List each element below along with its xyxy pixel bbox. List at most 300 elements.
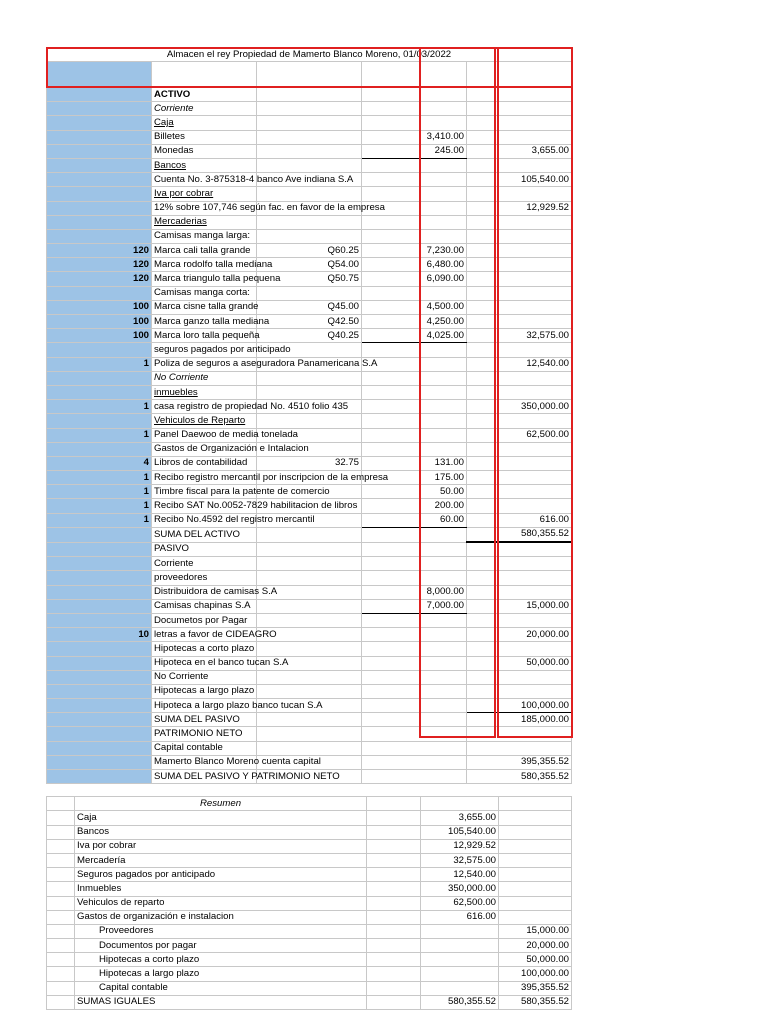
balance-row — [47, 343, 572, 357]
description-cell: ACTIVO — [152, 88, 257, 102]
summary-cell — [367, 924, 421, 938]
partial-amount-cell — [362, 542, 467, 557]
summary-credit: 20,000.00 — [499, 939, 572, 953]
qty-cell: 1 — [47, 513, 152, 527]
total-amount-cell — [467, 158, 572, 172]
summary-credit — [499, 910, 572, 924]
summary-cell — [367, 825, 421, 839]
unit-price-cell — [257, 187, 362, 201]
total-amount-cell — [467, 244, 572, 258]
balance-row — [47, 315, 572, 329]
summary-debit: 350,000.00 — [421, 882, 499, 896]
total-amount-cell: 20,000.00 — [467, 628, 572, 642]
summary-description: Bancos — [75, 825, 367, 839]
description-cell: Vehiculos de Reparto — [152, 414, 257, 428]
description-cell: PASIVO — [152, 542, 257, 557]
summary-cell — [47, 981, 75, 995]
balance-row — [47, 428, 572, 442]
description-cell: Marca cisne talla grande — [152, 300, 257, 314]
description-cell: SUMA DEL PASIVO Y PATRIMONIO NETO — [152, 770, 257, 784]
summary-credit — [499, 868, 572, 882]
balance-row — [47, 599, 572, 613]
total-amount-cell — [467, 229, 572, 243]
description-cell: Mamerto Blanco Moreno cuenta capital — [152, 755, 257, 769]
description-cell: Iva por cobrar — [152, 187, 257, 201]
summary-description: Gastos de organización e instalacion — [75, 910, 367, 924]
summary-cell — [367, 939, 421, 953]
balance-row — [47, 442, 572, 456]
partial-amount-cell — [362, 88, 467, 102]
description-cell: Cuenta No. 3-875318-4 banco Ave indiana S.A — [152, 173, 257, 187]
qty-cell — [47, 158, 152, 172]
qty-cell — [47, 442, 152, 456]
total-amount-cell — [467, 315, 572, 329]
summary-credit: 50,000.00 — [499, 953, 572, 967]
description-cell: 12% sobre 107,746 según fac. en favor de la empresa — [152, 201, 257, 215]
description-cell: Recibo SAT No.0052-7829 habilitacion de libros — [152, 499, 257, 513]
total-amount-cell — [467, 571, 572, 585]
unit-price-cell — [257, 727, 362, 741]
qty-cell: 120 — [47, 258, 152, 272]
summary-cell — [367, 797, 421, 811]
unit-price-cell — [257, 116, 362, 130]
summary-row — [47, 839, 572, 853]
partial-amount-cell — [362, 684, 467, 698]
qty-cell — [47, 670, 152, 684]
total-amount-cell: 350,000.00 — [467, 400, 572, 414]
unit-price-cell: Q50.75 — [257, 272, 362, 286]
summary-cell — [367, 910, 421, 924]
description-cell: Recibo registro mercantil por inscripcion de la empresa — [152, 471, 257, 485]
sheet-title: Almacen el rey Propiedad de Mamerto Blanco Moreno, 01/03/2022 — [47, 48, 572, 62]
balance-row — [47, 400, 572, 414]
balance-row — [47, 642, 572, 656]
total-amount-cell — [467, 385, 572, 399]
description-cell: SUMA DEL ACTIVO — [152, 527, 257, 542]
qty-cell — [47, 542, 152, 557]
summary-cell — [367, 967, 421, 981]
summary-cell — [367, 853, 421, 867]
summary-cell — [367, 896, 421, 910]
partial-amount-cell — [362, 357, 467, 371]
total-amount-cell — [467, 258, 572, 272]
summary-cell — [47, 811, 75, 825]
balance-row — [47, 88, 572, 102]
summary-description: Mercadería — [75, 853, 367, 867]
summary-row — [47, 910, 572, 924]
total-amount-cell — [467, 300, 572, 314]
unit-price-cell: Q40.25 — [257, 329, 362, 343]
summary-title: Resumen — [75, 797, 367, 811]
summary-debit — [421, 939, 499, 953]
description-cell: No Corriente — [152, 670, 257, 684]
summary-credit: 15,000.00 — [499, 924, 572, 938]
summary-cell — [499, 797, 572, 811]
balance-row — [47, 485, 572, 499]
partial-amount-cell: 7,230.00 — [362, 244, 467, 258]
description-cell: Capital contable — [152, 741, 257, 755]
total-amount-cell: 580,355.52 — [467, 527, 572, 542]
description-cell: letras a favor de CIDEAGRO — [152, 628, 257, 642]
description-cell: Recibo No.4592 del registro mercantil — [152, 513, 257, 527]
qty-cell: 1 — [47, 428, 152, 442]
summary-description: Hipotecas a corto plazo — [75, 953, 367, 967]
partial-amount-cell — [362, 713, 467, 727]
qty-cell: 1 — [47, 499, 152, 513]
qty-cell — [47, 187, 152, 201]
qty-cell: 4 — [47, 456, 152, 470]
summary-debit: 62,500.00 — [421, 896, 499, 910]
summary-description: Capital contable — [75, 981, 367, 995]
description-cell: Documetos por Pagar — [152, 613, 257, 627]
balance-row — [47, 513, 572, 527]
total-amount-cell — [467, 286, 572, 300]
partial-amount-cell — [362, 385, 467, 399]
balance-row — [47, 201, 572, 215]
qty-cell — [47, 229, 152, 243]
qty-cell — [47, 527, 152, 542]
summary-cell — [47, 953, 75, 967]
qty-cell: 100 — [47, 300, 152, 314]
description-cell: Marca rodolfo talla mediana — [152, 258, 257, 272]
balance-row — [47, 499, 572, 513]
summary-credit — [499, 896, 572, 910]
balance-row — [47, 527, 572, 542]
summary-debit: 105,540.00 — [421, 825, 499, 839]
summary-cell — [421, 797, 499, 811]
balance-row — [47, 187, 572, 201]
total-amount-cell: 62,500.00 — [467, 428, 572, 442]
description-cell: Camisas manga corta: — [152, 286, 257, 300]
summary-description: Seguros pagados por anticipado — [75, 868, 367, 882]
summary-cell — [47, 967, 75, 981]
qty-cell — [47, 642, 152, 656]
spacer-cell — [362, 62, 467, 88]
balance-table — [46, 47, 572, 784]
summary-debit — [421, 953, 499, 967]
qty-cell — [47, 116, 152, 130]
partial-amount-cell — [362, 116, 467, 130]
partial-amount-cell — [362, 229, 467, 243]
total-amount-cell — [467, 88, 572, 102]
unit-price-cell — [257, 385, 362, 399]
summary-credit: 100,000.00 — [499, 967, 572, 981]
partial-amount-cell — [362, 741, 467, 755]
description-cell: seguros pagados por anticipado — [152, 343, 257, 357]
partial-amount-cell — [362, 343, 467, 357]
partial-amount-cell: 200.00 — [362, 499, 467, 513]
description-cell: Camisas manga larga: — [152, 229, 257, 243]
balance-row — [47, 542, 572, 557]
qty-cell — [47, 557, 152, 571]
total-amount-cell — [467, 684, 572, 698]
partial-amount-cell — [362, 286, 467, 300]
summary-row — [47, 953, 572, 967]
balance-row — [47, 741, 572, 755]
qty-cell — [47, 144, 152, 158]
description-cell: Camisas chapinas S.A — [152, 599, 257, 613]
summary-debit — [421, 967, 499, 981]
balance-row — [47, 102, 572, 116]
summary-row — [47, 811, 572, 825]
qty-cell — [47, 755, 152, 769]
partial-amount-cell — [362, 158, 467, 172]
balance-row — [47, 585, 572, 599]
balance-row — [47, 116, 572, 130]
summary-debit: 580,355.52 — [421, 995, 499, 1009]
description-cell: Gastos de Organización e Intalacion — [152, 442, 257, 456]
description-cell: Bancos — [152, 158, 257, 172]
total-amount-cell: 12,540.00 — [467, 357, 572, 371]
unit-price-cell — [257, 130, 362, 144]
qty-cell — [47, 770, 152, 784]
total-amount-cell — [467, 371, 572, 385]
qty-cell: 1 — [47, 400, 152, 414]
summary-debit: 616.00 — [421, 910, 499, 924]
partial-amount-cell: 6,480.00 — [362, 258, 467, 272]
spacer-cell — [257, 62, 362, 88]
qty-cell — [47, 727, 152, 741]
balance-row — [47, 456, 572, 470]
balance-row — [47, 300, 572, 314]
qty-cell — [47, 102, 152, 116]
total-amount-cell — [467, 613, 572, 627]
summary-row — [47, 924, 572, 938]
description-cell: Hipotecas a largo plazo — [152, 684, 257, 698]
balance-row — [47, 571, 572, 585]
description-cell: Marca ganzo talla mediana — [152, 315, 257, 329]
total-amount-cell — [467, 485, 572, 499]
summary-title-row — [47, 797, 572, 811]
summary-cell — [47, 797, 75, 811]
summary-credit: 395,355.52 — [499, 981, 572, 995]
description-cell: Billetes — [152, 130, 257, 144]
total-amount-cell — [467, 343, 572, 357]
unit-price-cell — [257, 684, 362, 698]
unit-price-cell — [257, 158, 362, 172]
total-amount-cell — [467, 187, 572, 201]
summary-cell — [367, 995, 421, 1009]
balance-row — [47, 229, 572, 243]
qty-cell — [47, 571, 152, 585]
summary-debit: 32,575.00 — [421, 853, 499, 867]
unit-price-cell — [257, 713, 362, 727]
summary-cell — [47, 924, 75, 938]
summary-credit — [499, 839, 572, 853]
partial-amount-cell: 131.00 — [362, 456, 467, 470]
qty-cell — [47, 173, 152, 187]
partial-amount-cell — [362, 755, 467, 769]
summary-row — [47, 981, 572, 995]
balance-row — [47, 670, 572, 684]
summary-row — [47, 825, 572, 839]
spacer-cell — [47, 62, 152, 88]
unit-price-cell — [257, 542, 362, 557]
partial-amount-cell — [362, 400, 467, 414]
unit-price-cell — [257, 371, 362, 385]
partial-amount-cell: 8,000.00 — [362, 585, 467, 599]
summary-debit: 3,655.00 — [421, 811, 499, 825]
qty-cell — [47, 215, 152, 229]
unit-price-cell — [257, 144, 362, 158]
summary-cell — [367, 811, 421, 825]
summary-description: Vehiculos de reparto — [75, 896, 367, 910]
total-amount-cell — [467, 670, 572, 684]
total-amount-cell: 580,355.52 — [467, 770, 572, 784]
total-amount-cell — [467, 102, 572, 116]
summary-description: Proveedores — [75, 924, 367, 938]
qty-cell: 1 — [47, 471, 152, 485]
qty-cell: 1 — [47, 357, 152, 371]
balance-row — [47, 414, 572, 428]
summary-description: Iva por cobrar — [75, 839, 367, 853]
qty-cell: 100 — [47, 315, 152, 329]
summary-cell — [47, 910, 75, 924]
total-amount-cell — [467, 456, 572, 470]
description-cell: Panel Daewoo de media tonelada — [152, 428, 257, 442]
summary-cell — [367, 882, 421, 896]
balance-row — [47, 755, 572, 769]
partial-amount-cell — [362, 173, 467, 187]
qty-cell — [47, 585, 152, 599]
total-amount-cell — [467, 414, 572, 428]
qty-cell — [47, 130, 152, 144]
summary-cell — [47, 853, 75, 867]
unit-price-cell — [257, 670, 362, 684]
partial-amount-cell — [362, 442, 467, 456]
total-amount-cell: 3,655.00 — [467, 144, 572, 158]
description-cell: inmuebles — [152, 385, 257, 399]
partial-amount-cell — [362, 527, 467, 542]
summary-credit — [499, 853, 572, 867]
summary-cell — [367, 953, 421, 967]
unit-price-cell — [257, 215, 362, 229]
description-cell: PATRIMONIO NETO — [152, 727, 257, 741]
unit-price-cell — [257, 557, 362, 571]
partial-amount-cell: 60.00 — [362, 513, 467, 527]
summary-cell — [47, 896, 75, 910]
partial-amount-cell: 3,410.00 — [362, 130, 467, 144]
description-cell: casa registro de propiedad No. 4510 folio 435 — [152, 400, 257, 414]
summary-credit — [499, 882, 572, 896]
unit-price-cell — [257, 286, 362, 300]
total-amount-cell: 12,929.52 — [467, 201, 572, 215]
qty-cell — [47, 741, 152, 755]
balance-row — [47, 244, 572, 258]
summary-row — [47, 939, 572, 953]
total-amount-cell — [467, 272, 572, 286]
partial-amount-cell — [362, 371, 467, 385]
qty-cell: 1 — [47, 485, 152, 499]
partial-amount-cell: 4,025.00 — [362, 329, 467, 343]
total-amount-cell — [467, 116, 572, 130]
unit-price-cell: 32.75 — [257, 456, 362, 470]
total-amount-cell: 15,000.00 — [467, 599, 572, 613]
qty-cell — [47, 684, 152, 698]
balance-sheet — [46, 47, 572, 1010]
balance-row — [47, 158, 572, 172]
partial-amount-cell: 7,000.00 — [362, 599, 467, 613]
balance-row — [47, 357, 572, 371]
summary-description: Hipotecas a largo plazo — [75, 967, 367, 981]
description-cell: Hipotecas a corto plazo — [152, 642, 257, 656]
summary-cell — [367, 839, 421, 853]
unit-price-cell — [257, 414, 362, 428]
balance-row — [47, 329, 572, 343]
summary-cell — [367, 981, 421, 995]
summary-description: Documentos por pagar — [75, 939, 367, 953]
balance-row — [47, 727, 572, 741]
partial-amount-cell — [362, 628, 467, 642]
total-amount-cell — [467, 642, 572, 656]
partial-amount-cell — [362, 102, 467, 116]
summary-debit: 12,929.52 — [421, 839, 499, 853]
summary-cell — [47, 882, 75, 896]
unit-price-cell: Q54.00 — [257, 258, 362, 272]
qty-cell: 10 — [47, 628, 152, 642]
summary-row — [47, 882, 572, 896]
total-amount-cell — [467, 215, 572, 229]
partial-amount-cell: 245.00 — [362, 144, 467, 158]
partial-amount-cell — [362, 656, 467, 670]
total-amount-cell — [467, 585, 572, 599]
unit-price-cell — [257, 571, 362, 585]
partial-amount-cell: 4,250.00 — [362, 315, 467, 329]
summary-cell — [367, 868, 421, 882]
description-cell: Caja — [152, 116, 257, 130]
total-amount-cell — [467, 557, 572, 571]
qty-cell — [47, 599, 152, 613]
total-amount-cell: 105,540.00 — [467, 173, 572, 187]
balance-row — [47, 173, 572, 187]
unit-price-cell — [257, 527, 362, 542]
unit-price-cell — [257, 229, 362, 243]
qty-cell — [47, 371, 152, 385]
description-cell: Mercaderias — [152, 215, 257, 229]
description-cell: Hipoteca en el banco tucan S.A — [152, 656, 257, 670]
qty-cell — [47, 656, 152, 670]
unit-price-cell: Q45.00 — [257, 300, 362, 314]
balance-row — [47, 770, 572, 784]
total-amount-cell — [467, 130, 572, 144]
description-cell: No Corriente — [152, 371, 257, 385]
summary-cell — [47, 995, 75, 1009]
partial-amount-cell: 50.00 — [362, 485, 467, 499]
description-cell: Marca loro talla pequeña — [152, 329, 257, 343]
balance-row — [47, 130, 572, 144]
balance-row — [47, 613, 572, 627]
total-amount-cell: 50,000.00 — [467, 656, 572, 670]
unit-price-cell — [257, 613, 362, 627]
spacer-row — [47, 62, 572, 88]
qty-cell — [47, 343, 152, 357]
total-amount-cell: 616.00 — [467, 513, 572, 527]
summary-debit: 12,540.00 — [421, 868, 499, 882]
balance-row — [47, 471, 572, 485]
qty-cell — [47, 385, 152, 399]
partial-amount-cell — [362, 613, 467, 627]
partial-amount-cell — [362, 557, 467, 571]
summary-row — [47, 995, 572, 1009]
total-amount-cell: 32,575.00 — [467, 329, 572, 343]
unit-price-cell — [257, 88, 362, 102]
summary-row — [47, 868, 572, 882]
summary-credit — [499, 825, 572, 839]
summary-row — [47, 896, 572, 910]
summary-credit — [499, 811, 572, 825]
description-cell: Monedas — [152, 144, 257, 158]
total-amount-cell — [467, 727, 572, 741]
